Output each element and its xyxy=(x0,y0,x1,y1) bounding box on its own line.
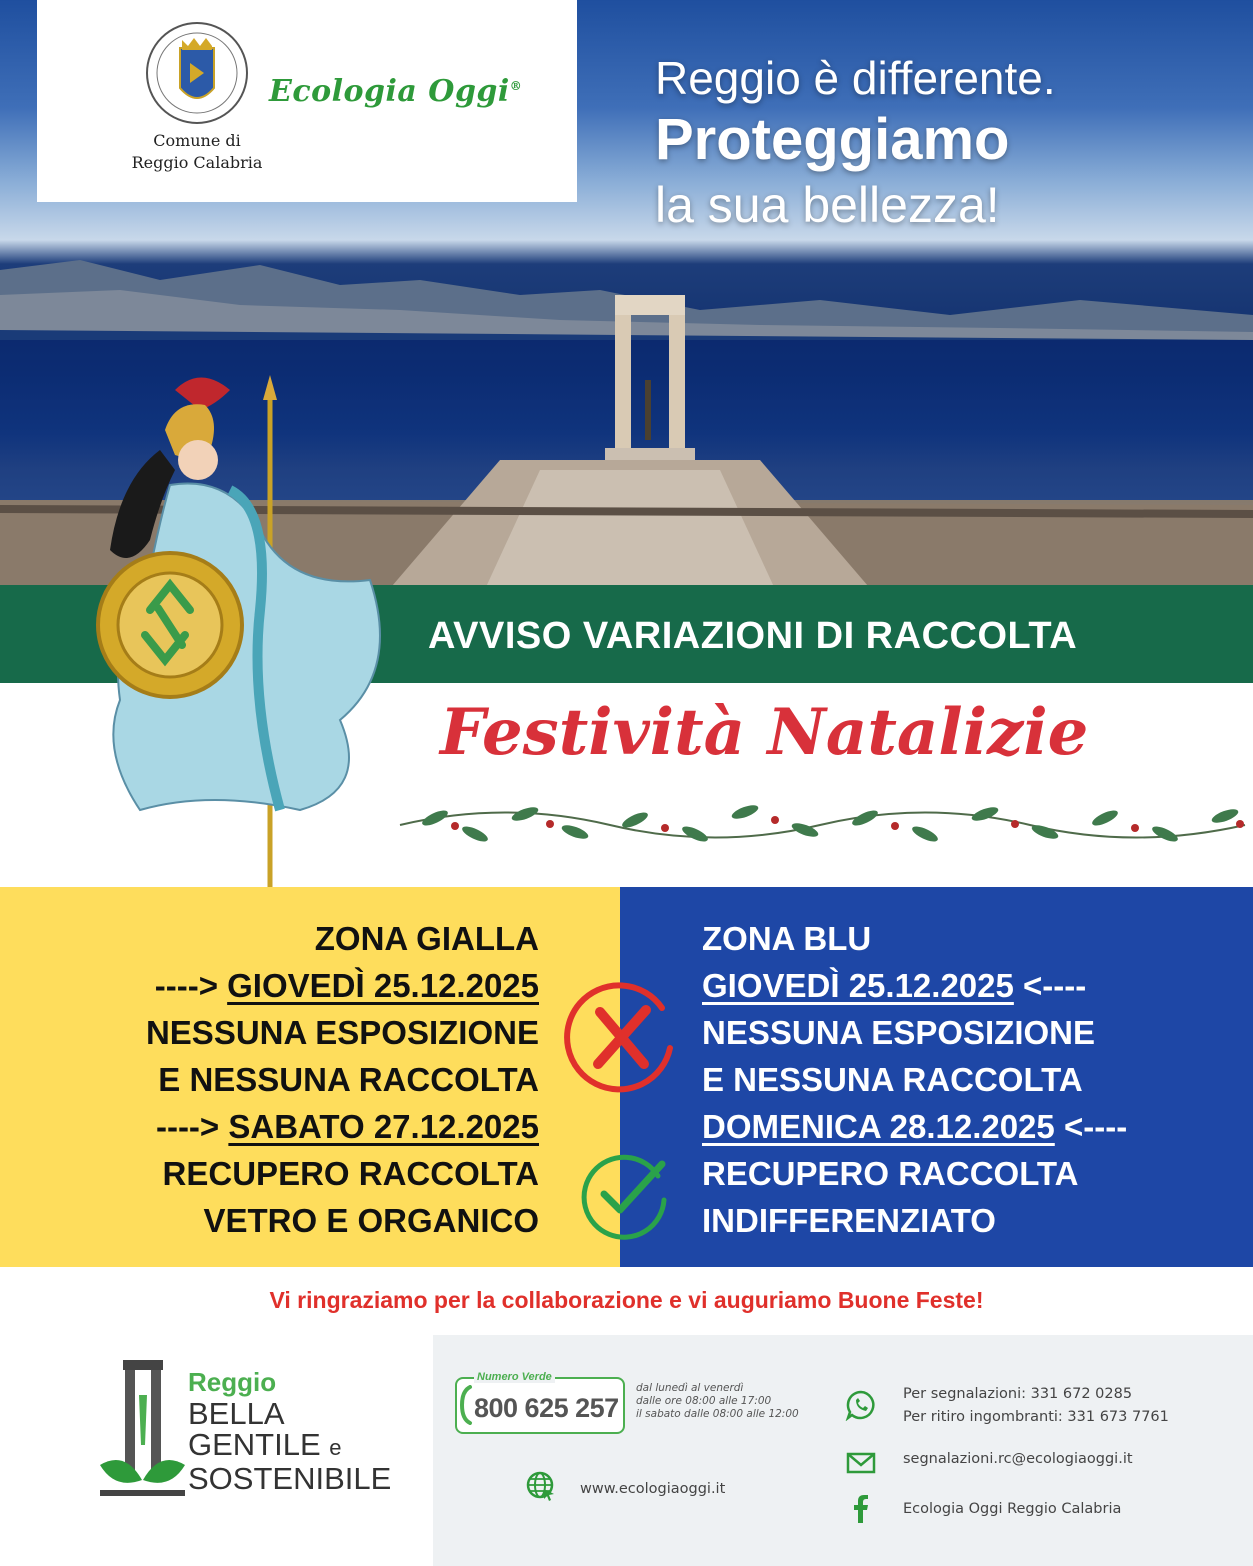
website-link[interactable]: www.ecologiaoggi.it xyxy=(580,1481,726,1497)
hours-line2: dalle ore 08:00 alle 17:00 xyxy=(636,1395,772,1407)
slogan-line2: Proteggiamo xyxy=(655,107,1010,172)
logo-box xyxy=(37,0,577,202)
zona-gialla-line3: RECUPERO RACCOLTA xyxy=(162,1155,539,1192)
slogan-line3: la sua bellezza! xyxy=(655,177,1000,233)
zona-blu-arrow2: <---- xyxy=(1063,1108,1128,1145)
rbgs-e: e xyxy=(329,1435,342,1460)
rbgs-bella: BELLA xyxy=(188,1396,285,1431)
slogan-line1: Reggio è differente. xyxy=(655,52,1056,104)
reggio-monument-leaf-icon xyxy=(95,1355,190,1500)
festivita-title: Festività Natalizie xyxy=(440,695,1089,770)
ingombranti-phone[interactable]: Per ritiro ingombranti: 331 673 7761 xyxy=(903,1409,1169,1425)
email-icon xyxy=(845,1447,877,1479)
comune-crest-icon xyxy=(132,18,262,128)
phone-handset-icon xyxy=(460,1385,474,1425)
numero-verde-number[interactable]: 800 625 257 xyxy=(474,1393,619,1423)
check-icon xyxy=(578,1148,670,1240)
rbgs-sostenibile: SOSTENIBILE xyxy=(188,1461,392,1496)
hours-line3: il sabato dalle 08:00 alle 12:00 xyxy=(636,1408,799,1420)
numero-verde-label: Numero Verde xyxy=(474,1371,555,1383)
monument-illustration xyxy=(600,280,700,460)
segnalazioni-phone[interactable]: Per segnalazioni: 331 672 0285 xyxy=(903,1386,1133,1402)
rbgs-gentile: GENTILE xyxy=(188,1427,321,1462)
zona-gialla-line4: VETRO E ORGANICO xyxy=(203,1202,539,1239)
banner-title: AVVISO VARIAZIONI DI RACCOLTA xyxy=(428,615,1078,657)
zona-blu-line4: INDIFFERENZIATO xyxy=(702,1202,996,1239)
hours-line1: dal lunedì al venerdì xyxy=(636,1382,744,1394)
zona-blu-arrow1: <---- xyxy=(1023,967,1087,1004)
globe-cursor-icon xyxy=(525,1470,557,1502)
comune-line2: Reggio Calabria xyxy=(131,153,263,172)
zona-blu-text xyxy=(702,915,1127,1244)
zona-blu-date1: GIOVEDÌ 25.12.2025 xyxy=(702,967,1014,1004)
cross-icon xyxy=(562,978,680,1096)
zona-gialla-arrow1: ----> xyxy=(154,967,218,1004)
brand-registered-mark: ® xyxy=(509,79,523,93)
zona-gialla-title: ZONA GIALLA xyxy=(314,920,539,957)
thanks-message: Vi ringraziamo per la collaborazione e vi auguriamo Buone Feste! xyxy=(269,1287,984,1313)
zona-gialla-line2: E NESSUNA RACCOLTA xyxy=(158,1061,539,1098)
zona-gialla-date2: SABATO 27.12.2025 xyxy=(228,1108,539,1145)
zona-gialla-line1: NESSUNA ESPOSIZIONE xyxy=(145,1014,539,1051)
comune-label xyxy=(107,130,287,174)
zona-blu-line3: RECUPERO RACCOLTA xyxy=(702,1155,1079,1192)
zona-blu-date2: DOMENICA 28.12.2025 xyxy=(702,1108,1055,1145)
email-link[interactable]: segnalazioni.rc@ecologiaoggi.it xyxy=(903,1451,1133,1467)
zona-blu-line1: NESSUNA ESPOSIZIONE xyxy=(702,1014,1096,1051)
ecologia-oggi-logo xyxy=(269,74,522,109)
rbgs-reggio: Reggio xyxy=(188,1367,277,1397)
whatsapp-contacts xyxy=(903,1383,1169,1429)
whatsapp-icon xyxy=(845,1389,877,1421)
zona-gialla-date1: GIOVEDÌ 25.12.2025 xyxy=(227,967,539,1004)
comune-line1: Comune di xyxy=(153,131,241,150)
facebook-link[interactable]: Ecologia Oggi Reggio Calabria xyxy=(903,1501,1122,1517)
zona-gialla-text xyxy=(146,915,539,1244)
zona-blu-title: ZONA BLU xyxy=(702,920,872,957)
brand-name: Ecologia Oggi xyxy=(269,74,510,109)
athena-mascot-illustration xyxy=(80,370,410,890)
reggio-bella-gentile-sostenibile xyxy=(188,1366,391,1494)
zona-gialla-arrow2: ----> xyxy=(155,1108,220,1145)
facebook-icon xyxy=(845,1493,877,1525)
holly-garland-illustration xyxy=(395,790,1253,860)
opening-hours xyxy=(636,1382,799,1421)
slogan xyxy=(655,50,1056,236)
zona-blu-line2: E NESSUNA RACCOLTA xyxy=(702,1061,1083,1098)
